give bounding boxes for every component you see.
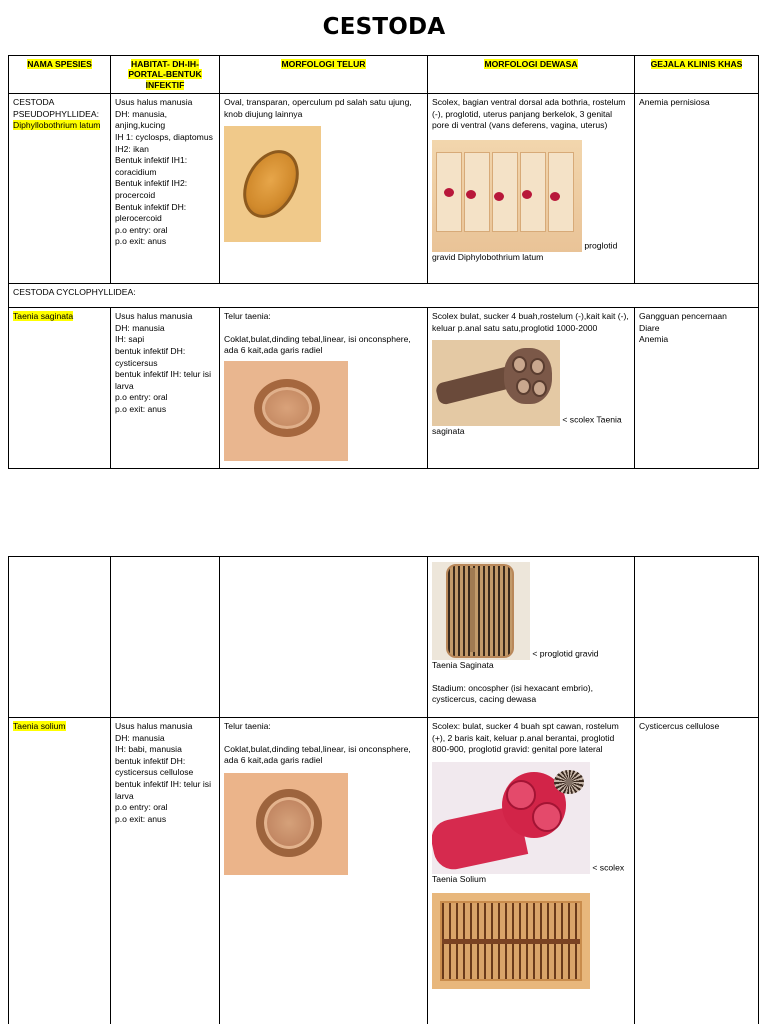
habitat-cell	[111, 308, 220, 469]
habitat-line: Usus halus manusia	[115, 97, 193, 108]
header-row	[9, 56, 759, 94]
symptoms-cell	[635, 718, 759, 1024]
egg-title: Telur taenia:	[224, 311, 271, 322]
habitat-line: p.o exit: anus	[115, 403, 167, 414]
image-caption: Taenia Saginata	[432, 660, 494, 670]
habitat-line: Bentuk infektif IH1: coracidium	[115, 155, 188, 177]
image-caption: gravid Diphylobothrium latum	[432, 252, 544, 262]
header-species: NAMA SPESIES	[9, 56, 111, 94]
species-name: Diphyllobothrium latum	[13, 120, 101, 131]
section-label: CESTODA CYCLOPHYLLIDEA:	[9, 284, 759, 308]
taenia-solium-proglottid-image	[432, 893, 590, 989]
habitat-line: bentuk infektif IH: telur isi larva	[115, 369, 212, 391]
habitat-line: p.o entry: oral	[115, 224, 168, 235]
habitat-line: Usus halus manusia	[115, 311, 193, 322]
diphyllobothrium-egg-image	[224, 126, 321, 242]
species-cell	[9, 718, 111, 1024]
habitat-line: bentuk infektif DH: cysticersus	[115, 346, 186, 368]
adult-morphology-cell	[428, 308, 635, 469]
egg-description: Coklat,bulat,dinding tebal,linear, isi onconsphere, ada 6 kait,ada garis radiel	[224, 333, 411, 356]
adult-morphology-cell	[428, 94, 635, 284]
adult-morphology-cell	[428, 718, 635, 1024]
habitat-line: Bentuk infektif IH2: procercoid	[115, 178, 188, 200]
cestoda-table-page1	[8, 55, 759, 469]
species-cell	[9, 557, 111, 718]
image-caption: Taenia Solium	[432, 873, 486, 884]
image-caption: < scolex	[592, 862, 625, 873]
habitat-line: Usus halus manusia	[115, 721, 193, 731]
image-caption: < scolex Taenia	[562, 414, 622, 425]
stadium-text: Stadium: oncospher (isi hexacant embrio), cysticercus, cacing dewasa	[432, 682, 593, 705]
species-name: Taenia solium	[13, 721, 66, 731]
habitat-line: IH 1: cyclosps, diaptomus	[115, 132, 213, 142]
habitat-cell	[111, 557, 220, 718]
taenia-solium-egg-image	[224, 773, 348, 875]
table-row-taenia-saginata-continued	[9, 557, 759, 718]
species-order: CESTODA PSEUDOPHYLLIDEA:	[13, 97, 99, 119]
section-row-cyclophyllidea	[9, 284, 759, 308]
egg-morphology-cell	[220, 308, 428, 469]
habitat-line: IH2: ikan	[115, 143, 149, 154]
habitat-line: bentuk infektif DH: cysticersus cellulose	[115, 755, 194, 778]
adult-morphology-cell	[428, 557, 635, 718]
symptom-text: Gangguan pencernaan	[639, 311, 727, 322]
habitat-line: bentuk infektif IH: telur isi larva	[115, 778, 212, 801]
egg-title: Telur taenia:	[224, 721, 271, 731]
header-habitat: HABITAT- DH-IH-PORTAL-BENTUK INFEKTIF	[111, 56, 220, 94]
cestoda-table-page2	[8, 556, 759, 1024]
symptom-text: Diare	[639, 322, 660, 333]
header-adult-morphology: MORFOLOGI DEWASA	[428, 56, 635, 94]
table-row-taenia-solium	[9, 718, 759, 1024]
image-caption: proglotid	[584, 240, 618, 251]
habitat-line: p.o exit: anus	[115, 813, 167, 824]
habitat-line: DH: manusia	[115, 732, 165, 743]
habitat-line: p.o entry: oral	[115, 802, 168, 813]
habitat-line: IH: sapi	[115, 334, 145, 345]
image-caption: saginata	[432, 426, 465, 437]
taenia-saginata-scolex-image	[432, 340, 560, 426]
image-caption: < proglotid gravid	[532, 648, 599, 659]
habitat-cell	[111, 94, 220, 284]
symptoms-cell	[635, 308, 759, 469]
symptom-text: Cysticercus cellulose	[639, 721, 720, 731]
header-clinical-symptoms: GEJALA KLINIS KHAS	[635, 56, 759, 94]
habitat-line: Bentuk infektif DH: plerocercoid	[115, 201, 187, 224]
habitat-line: p.o entry: oral	[115, 392, 168, 403]
adult-description: Scolex, bagian ventral dorsal ada bothria, rostelum (-), proglotid, uterus panjang berkelok, 3 genital pore di ventral (vans deferens, vagina, uterus)	[432, 97, 626, 131]
header-egg-morphology: MORFOLOGI TELUR	[220, 56, 428, 94]
table-row-taenia-saginata	[9, 308, 759, 469]
egg-description: Coklat,bulat,dinding tebal,linear, isi onconsphere, ada 6 kait,ada garis radiel	[224, 743, 411, 766]
adult-description: Scolex bulat, sucker 4 buah,rostelum (-),kait kait (-), keluar p.anal satu satu,proglotid 1000-2000	[432, 311, 629, 333]
habitat-cell	[111, 718, 220, 1024]
habitat-line: DH: manusia	[115, 322, 165, 333]
symptom-text: Anemia pernisiosa	[639, 97, 710, 108]
taenia-solium-scolex-image	[432, 762, 590, 874]
symptom-text: Anemia	[639, 334, 669, 345]
habitat-line: DH: manusia, anjing,kucing	[115, 108, 168, 131]
egg-morphology-cell	[220, 94, 428, 284]
species-cell	[9, 94, 111, 284]
egg-morphology-cell	[220, 557, 428, 718]
taenia-egg-image	[224, 361, 348, 461]
symptoms-cell	[635, 557, 759, 718]
taenia-saginata-proglottid-image	[432, 562, 530, 660]
egg-description: Oval, transparan, operculum pd salah satu ujung, knob diujung lainnya	[224, 97, 412, 119]
symptoms-cell	[635, 94, 759, 284]
species-cell	[9, 308, 111, 469]
species-name: Taenia saginata	[13, 311, 74, 322]
diphyllobothrium-proglottid-image	[432, 140, 582, 252]
habitat-line: IH: babi, manusia	[115, 744, 182, 755]
egg-morphology-cell	[220, 718, 428, 1024]
table-row-diphyllobothrium	[9, 94, 759, 284]
habitat-line: p.o exit: anus	[115, 236, 167, 247]
adult-description: Scolex: bulat, sucker 4 buah spt cawan, rostelum (+), 2 baris kait, keluar p.anal berantai, proglotid 800-900, proglotid gravid: genital pore lateral	[432, 721, 619, 755]
page-title: CESTODA	[322, 14, 446, 40]
